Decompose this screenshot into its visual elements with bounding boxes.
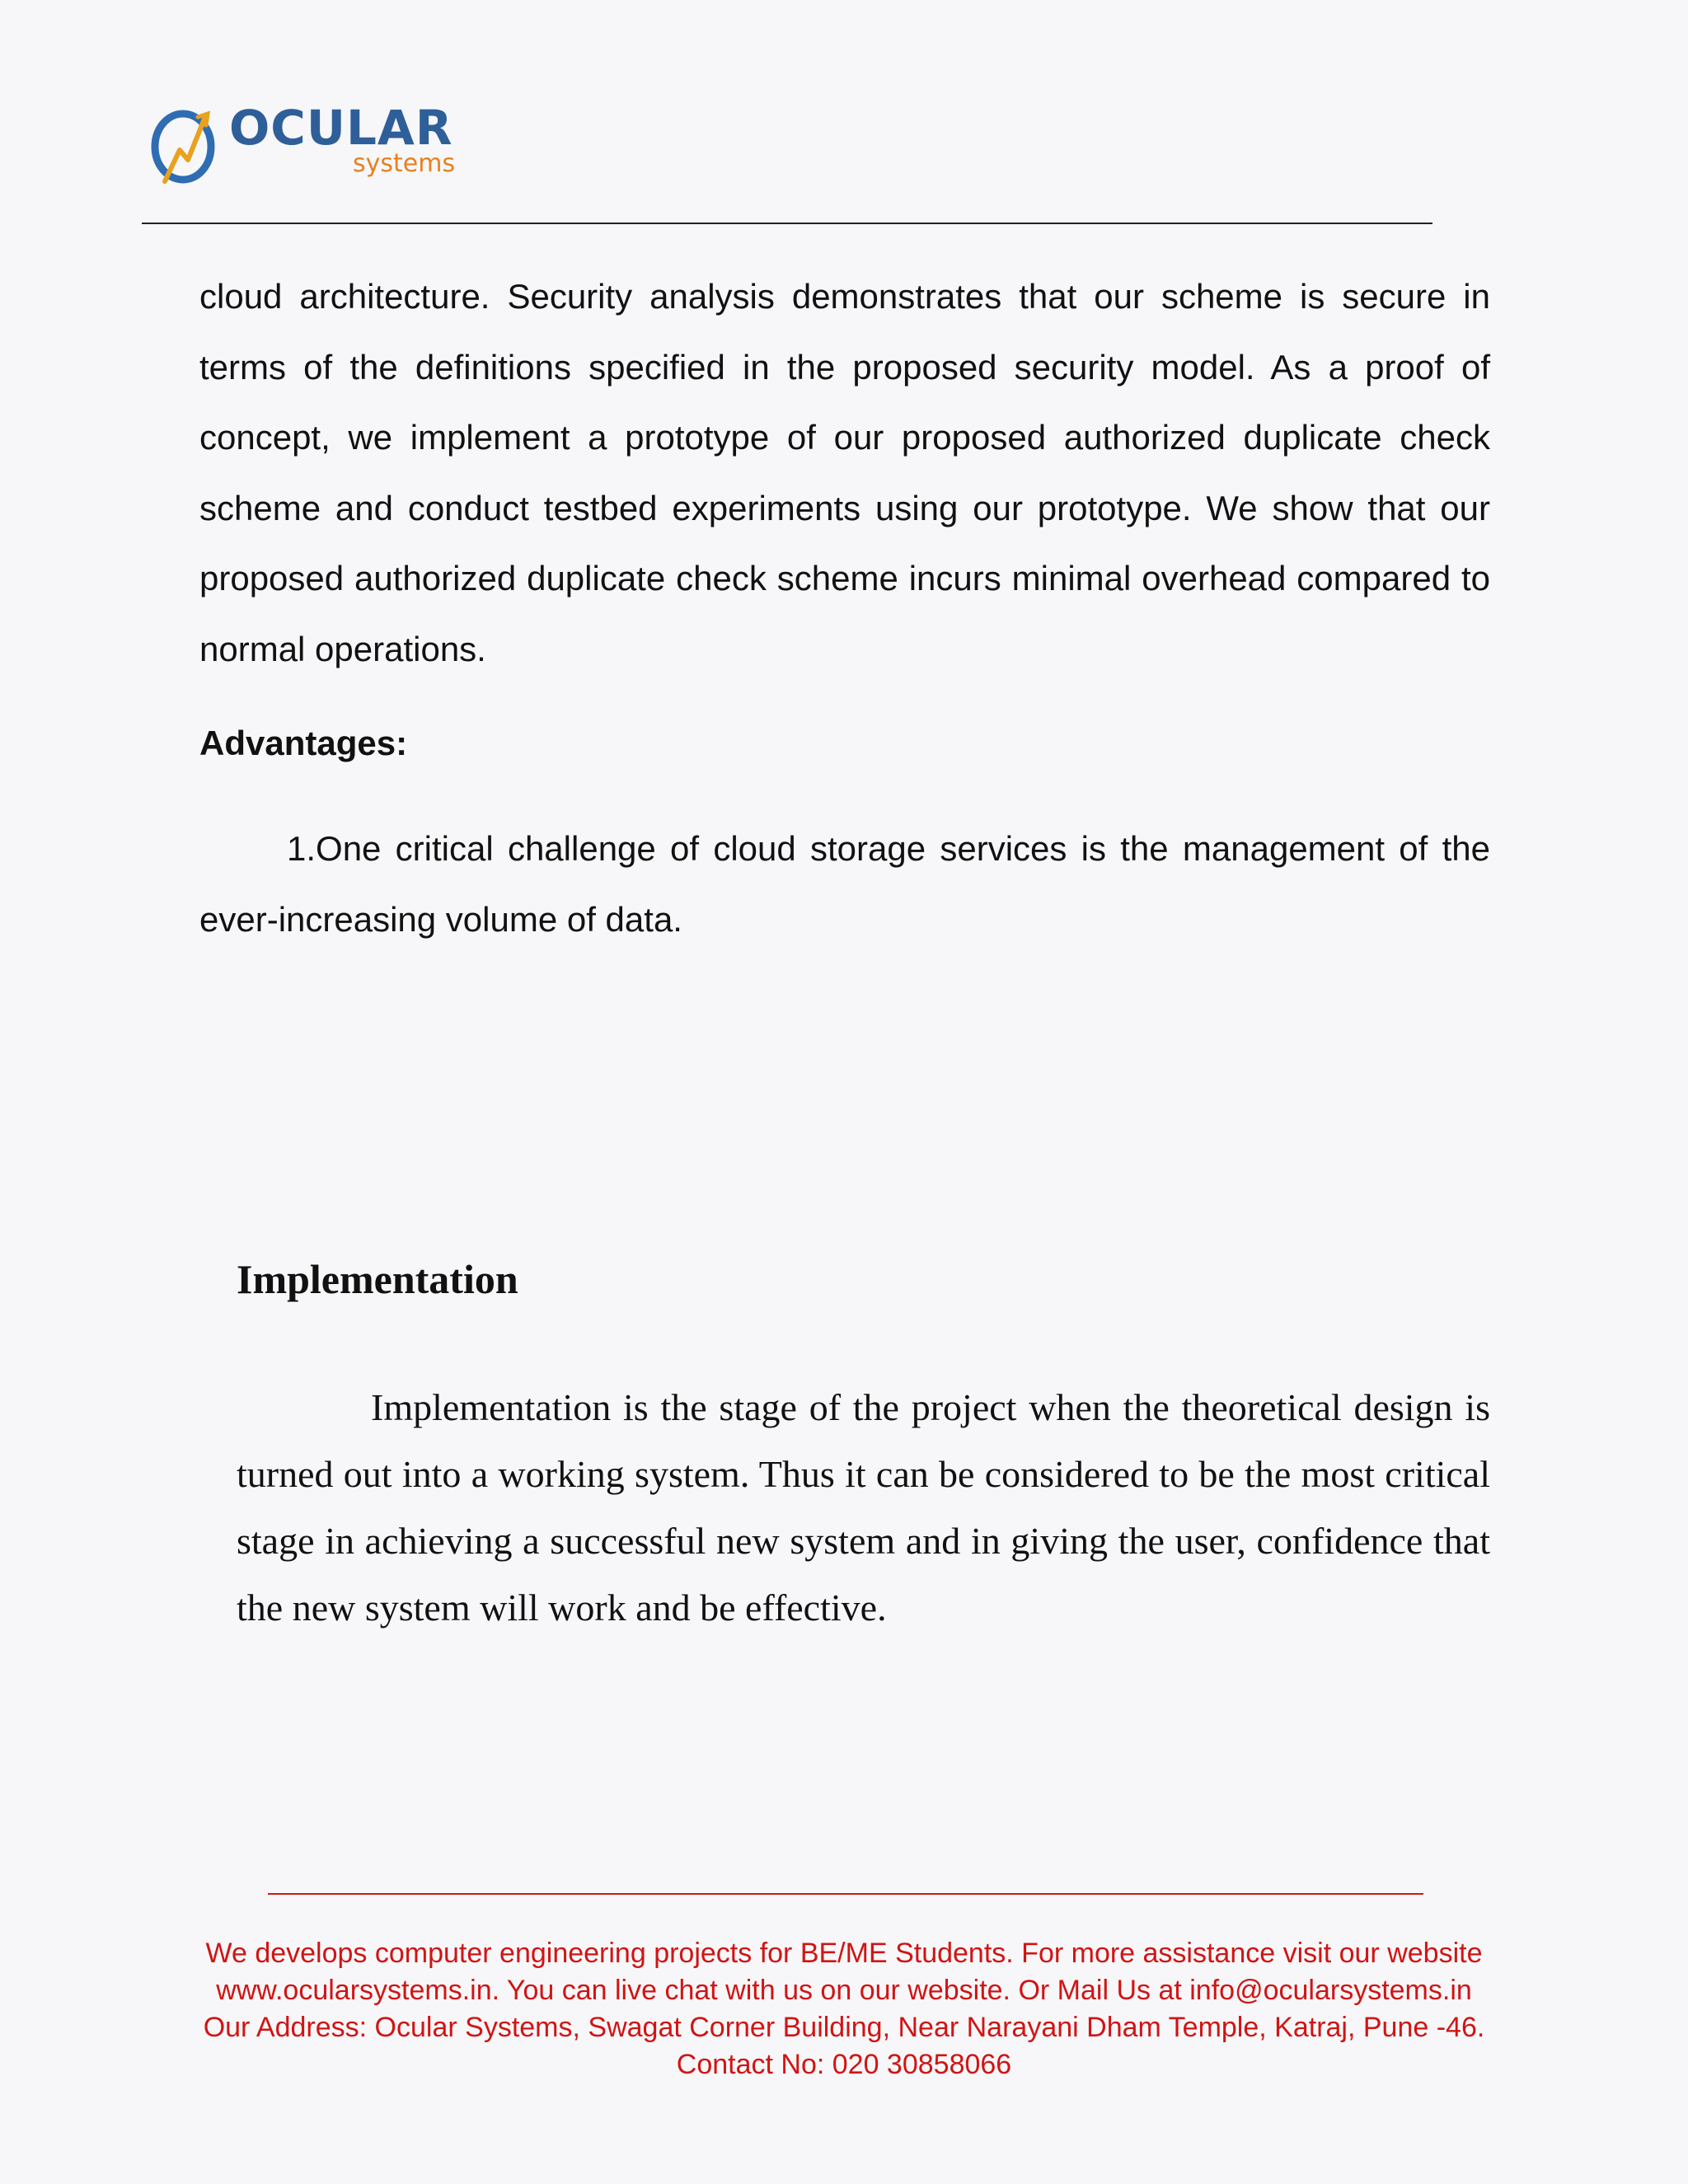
- footer-line-2: www.ocularsystems.in. You can live chat with us on our website. Or Mail Us at info@ocularsystems.in: [216, 1975, 1472, 2006]
- logo-subtext: systems: [353, 149, 456, 178]
- logo-emblem-icon: [147, 101, 226, 191]
- implementation-paragraph: Implementation is the stage of the project when the theoretical design is turned out into a working system. Thus it can be considered to be the most critical stage in achieving a successful new system and in giving the user, confidence that the new system will work and be effective.: [237, 1386, 1490, 1629]
- footer-divider: [268, 1893, 1423, 1895]
- header-divider: [142, 223, 1432, 224]
- footer-line-1: We develops computer engineering projects for BE/ME Students. For more assistance visit our website: [205, 1938, 1483, 1969]
- logo-wordmark: OCULAR: [229, 100, 453, 156]
- advantage-item-1: 1.One critical challenge of cloud storage services is the management of the ever-increasing volume of data.: [199, 829, 1490, 939]
- implementation-heading: Implementation: [237, 1256, 518, 1302]
- intro-paragraph: cloud architecture. Security analysis demonstrates that our scheme is secure in terms of the definitions specified in the proposed security model. As a proof of concept, we implement a prototype of our proposed authorized duplicate check scheme and conduct testbed experiments using our prototype. We show that our proposed authorized duplicate check scheme incurs minimal overhead compared to normal operations.: [199, 277, 1490, 668]
- ocular-systems-logo: [147, 101, 460, 191]
- footer-contact-info: [165, 1935, 1523, 2083]
- footer-line-4: Contact No: 020 30858066: [676, 2049, 1012, 2080]
- advantages-heading: Advantages:: [199, 724, 408, 762]
- footer-line-3: Our Address: Ocular Systems, Swagat Corner Building, Near Narayani Dham Temple, Katraj, Pune -46.: [203, 2012, 1485, 2043]
